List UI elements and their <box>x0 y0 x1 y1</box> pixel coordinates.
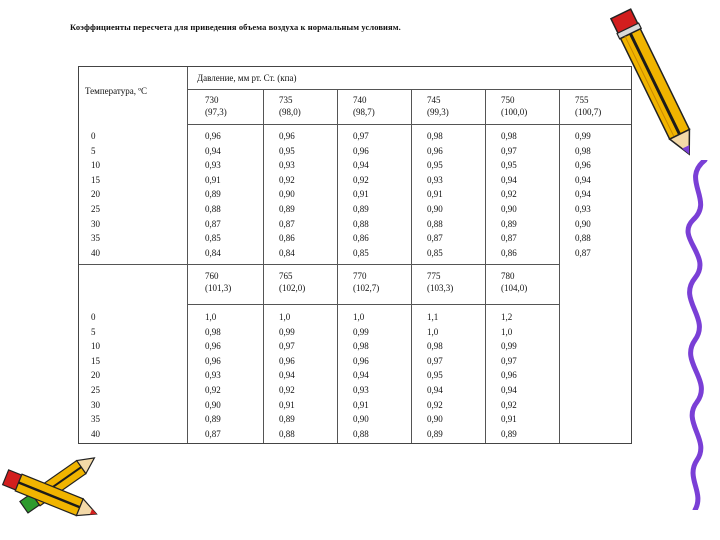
table-cell: 0,97 <box>427 355 443 366</box>
table-cell: 0,90 <box>353 414 369 425</box>
table-cell: 0,96 <box>353 355 369 366</box>
table-cell: 0,96 <box>575 160 591 171</box>
column-header: 770 (102,7) <box>353 271 380 293</box>
table-cell: 0,86 <box>279 233 295 244</box>
value-column <box>205 310 221 441</box>
table-cell: 0,89 <box>205 414 221 425</box>
table-cell: 0,89 <box>279 203 295 214</box>
value-column <box>427 310 443 441</box>
value-column <box>205 129 221 260</box>
table-cell: 0,91 <box>205 174 221 185</box>
table-cell: 0,89 <box>279 414 295 425</box>
table-cell: 0,96 <box>427 145 443 156</box>
table-cell: 5 <box>91 326 96 337</box>
table-cell: 0,85 <box>427 247 443 258</box>
conversion-table <box>78 66 632 444</box>
column-header: 735 (98,0) <box>279 95 301 117</box>
table-cell: 0,95 <box>279 145 295 156</box>
table-cell: 0,94 <box>353 160 369 171</box>
table-cell: 0 <box>91 131 96 141</box>
table-cell: 0,96 <box>205 131 221 141</box>
table-cell: 0,92 <box>501 189 517 200</box>
table-cell: 0,86 <box>501 247 517 258</box>
table-divider <box>559 89 560 443</box>
table-cell: 0,96 <box>501 370 517 381</box>
table-cell: 0,95 <box>427 160 443 171</box>
table-cell: 0,84 <box>279 247 295 258</box>
column-header: 775 (103,3) <box>427 271 454 293</box>
table-cell: 0,92 <box>427 399 443 410</box>
value-column <box>501 310 517 441</box>
table-cell: 0,92 <box>279 384 295 395</box>
value-column <box>427 129 443 260</box>
table-cell: 0,95 <box>501 160 517 171</box>
table-cell: 0 <box>91 312 96 322</box>
table-cell: 0,88 <box>205 203 221 214</box>
value-column <box>279 310 295 441</box>
table-cell: 0,98 <box>575 145 591 156</box>
column-header: 765 (102,0) <box>279 271 306 293</box>
table-cell: 1,2 <box>501 312 513 322</box>
table-cell: 0,91 <box>353 399 369 410</box>
table-divider <box>263 89 264 443</box>
table-cell: 0,95 <box>427 370 443 381</box>
table-cell: 0,87 <box>205 428 221 439</box>
table-cell: 30 <box>91 218 100 229</box>
table-cell: 0,85 <box>353 247 369 258</box>
table-cell: 0,97 <box>353 131 369 141</box>
table-cell: 0,92 <box>205 384 221 395</box>
table-cell: 1,1 <box>427 312 439 322</box>
table-cell: 0,87 <box>575 247 591 258</box>
table-cell: 0,93 <box>205 160 221 171</box>
table-divider <box>485 89 486 443</box>
table-cell: 0,90 <box>279 189 295 200</box>
table-cell: 0,94 <box>575 189 591 200</box>
table-divider <box>187 304 559 305</box>
table-cell: 0,93 <box>279 160 295 171</box>
table-cell: 5 <box>91 145 96 156</box>
table-cell: 0,94 <box>279 370 295 381</box>
table-cell: 0,98 <box>427 341 443 352</box>
table-cell: 0,97 <box>501 355 517 366</box>
document-title: Коэффициенты пересчета для приведения объема воздуха к нормальным условиям. <box>70 22 401 32</box>
table-cell: 0,94 <box>427 384 443 395</box>
table-cell: 0,89 <box>501 428 517 439</box>
table-cell: 40 <box>91 247 100 258</box>
value-column <box>279 129 295 260</box>
table-cell: 0,99 <box>279 326 295 337</box>
table-cell: 1,0 <box>353 312 365 322</box>
table-cell: 1,0 <box>427 326 439 337</box>
table-cell: 25 <box>91 384 100 395</box>
column-header: 740 (98,7) <box>353 95 375 117</box>
table-cell: 0,91 <box>501 414 517 425</box>
table-cell: 0,88 <box>575 233 591 244</box>
table-cell: 0,89 <box>353 203 369 214</box>
table-cell: 0,99 <box>575 131 591 141</box>
table-cell: 20 <box>91 370 100 381</box>
column-header: 730 (97,3) <box>205 95 227 117</box>
table-cell: 0,88 <box>353 218 369 229</box>
table-cell: 0,98 <box>501 131 517 141</box>
table-cell: 0,93 <box>575 203 591 214</box>
table-cell: 0,87 <box>427 233 443 244</box>
table-cell: 0,98 <box>427 131 443 141</box>
table-cell: 0,94 <box>501 174 517 185</box>
table-cell: 0,89 <box>427 428 443 439</box>
column-header: 780 (104,0) <box>501 271 528 293</box>
column-header: 760 (101,3) <box>205 271 232 293</box>
table-cell: 0,94 <box>205 145 221 156</box>
table-divider <box>411 89 412 443</box>
table-cell: 0,99 <box>501 341 517 352</box>
table-cell: 0,85 <box>205 233 221 244</box>
table-cell: 0,86 <box>353 233 369 244</box>
table-cell: 20 <box>91 189 100 200</box>
table-divider <box>187 124 631 125</box>
temperature-column <box>91 129 100 260</box>
table-cell: 0,90 <box>575 218 591 229</box>
table-cell: 0,91 <box>353 189 369 200</box>
table-divider <box>79 264 559 265</box>
column-header: 745 (99,3) <box>427 95 449 117</box>
table-cell: 0,96 <box>279 355 295 366</box>
table-cell: 0,84 <box>205 247 221 258</box>
table-cell: 0,96 <box>279 131 295 141</box>
table-cell: 0,96 <box>205 341 221 352</box>
table-cell: 0,93 <box>353 384 369 395</box>
wavy-line-decoration <box>675 160 720 510</box>
table-cell: 30 <box>91 399 100 410</box>
table-cell: 1,0 <box>279 312 291 322</box>
value-column <box>353 129 369 260</box>
table-cell: 0,97 <box>501 145 517 156</box>
table-cell: 25 <box>91 203 100 214</box>
column-header: 750 (100,0) <box>501 95 528 117</box>
temperature-column <box>91 310 100 441</box>
table-divider <box>187 89 631 90</box>
table-cell: 0,87 <box>279 218 295 229</box>
table-cell: 40 <box>91 428 100 439</box>
table-cell: 0,89 <box>501 218 517 229</box>
table-cell: 0,96 <box>353 145 369 156</box>
table-cell: 0,92 <box>279 174 295 185</box>
table-cell: 1,0 <box>501 326 513 337</box>
table-cell: 0,90 <box>205 399 221 410</box>
table-cell: 0,88 <box>353 428 369 439</box>
table-cell: 0,98 <box>205 326 221 337</box>
table-cell: 35 <box>91 414 100 425</box>
table-cell: 0,94 <box>575 174 591 185</box>
table-cell: 0,92 <box>353 174 369 185</box>
table-cell: 0,98 <box>353 341 369 352</box>
table-cell: 0,91 <box>427 189 443 200</box>
table-cell: 15 <box>91 174 100 185</box>
pencils-icon <box>0 430 120 535</box>
table-cell: 0,94 <box>353 370 369 381</box>
table-cell: 10 <box>91 160 100 171</box>
value-column <box>575 129 591 260</box>
table-cell: 0,88 <box>427 218 443 229</box>
value-column <box>353 310 369 441</box>
table-divider <box>337 89 338 443</box>
table-cell: 0,93 <box>427 174 443 185</box>
table-cell: 0,93 <box>205 370 221 381</box>
table-cell: 0,94 <box>501 384 517 395</box>
table-cell: 0,90 <box>427 414 443 425</box>
table-cell: 0,87 <box>205 218 221 229</box>
table-cell: 0,99 <box>353 326 369 337</box>
table-cell: 0,91 <box>279 399 295 410</box>
table-cell: 0,87 <box>501 233 517 244</box>
table-cell: 0,89 <box>205 189 221 200</box>
table-cell: 10 <box>91 341 100 352</box>
table-cell: 0,90 <box>501 203 517 214</box>
table-cell: 15 <box>91 355 100 366</box>
table-cell: 0,90 <box>427 203 443 214</box>
table-cell: 35 <box>91 233 100 244</box>
column-header: 755 (100,7) <box>575 95 602 117</box>
pressure-header: Давление, мм рт. Ст. (кпа) <box>197 73 297 83</box>
table-cell: 1,0 <box>205 312 217 322</box>
table-cell: 0,96 <box>205 355 221 366</box>
pencil-icon <box>600 0 710 175</box>
table-cell: 0,88 <box>279 428 295 439</box>
table-cell: 0,92 <box>501 399 517 410</box>
table-cell: 0,97 <box>279 341 295 352</box>
temperature-header: Температура, ºС <box>85 86 148 96</box>
value-column <box>501 129 517 260</box>
